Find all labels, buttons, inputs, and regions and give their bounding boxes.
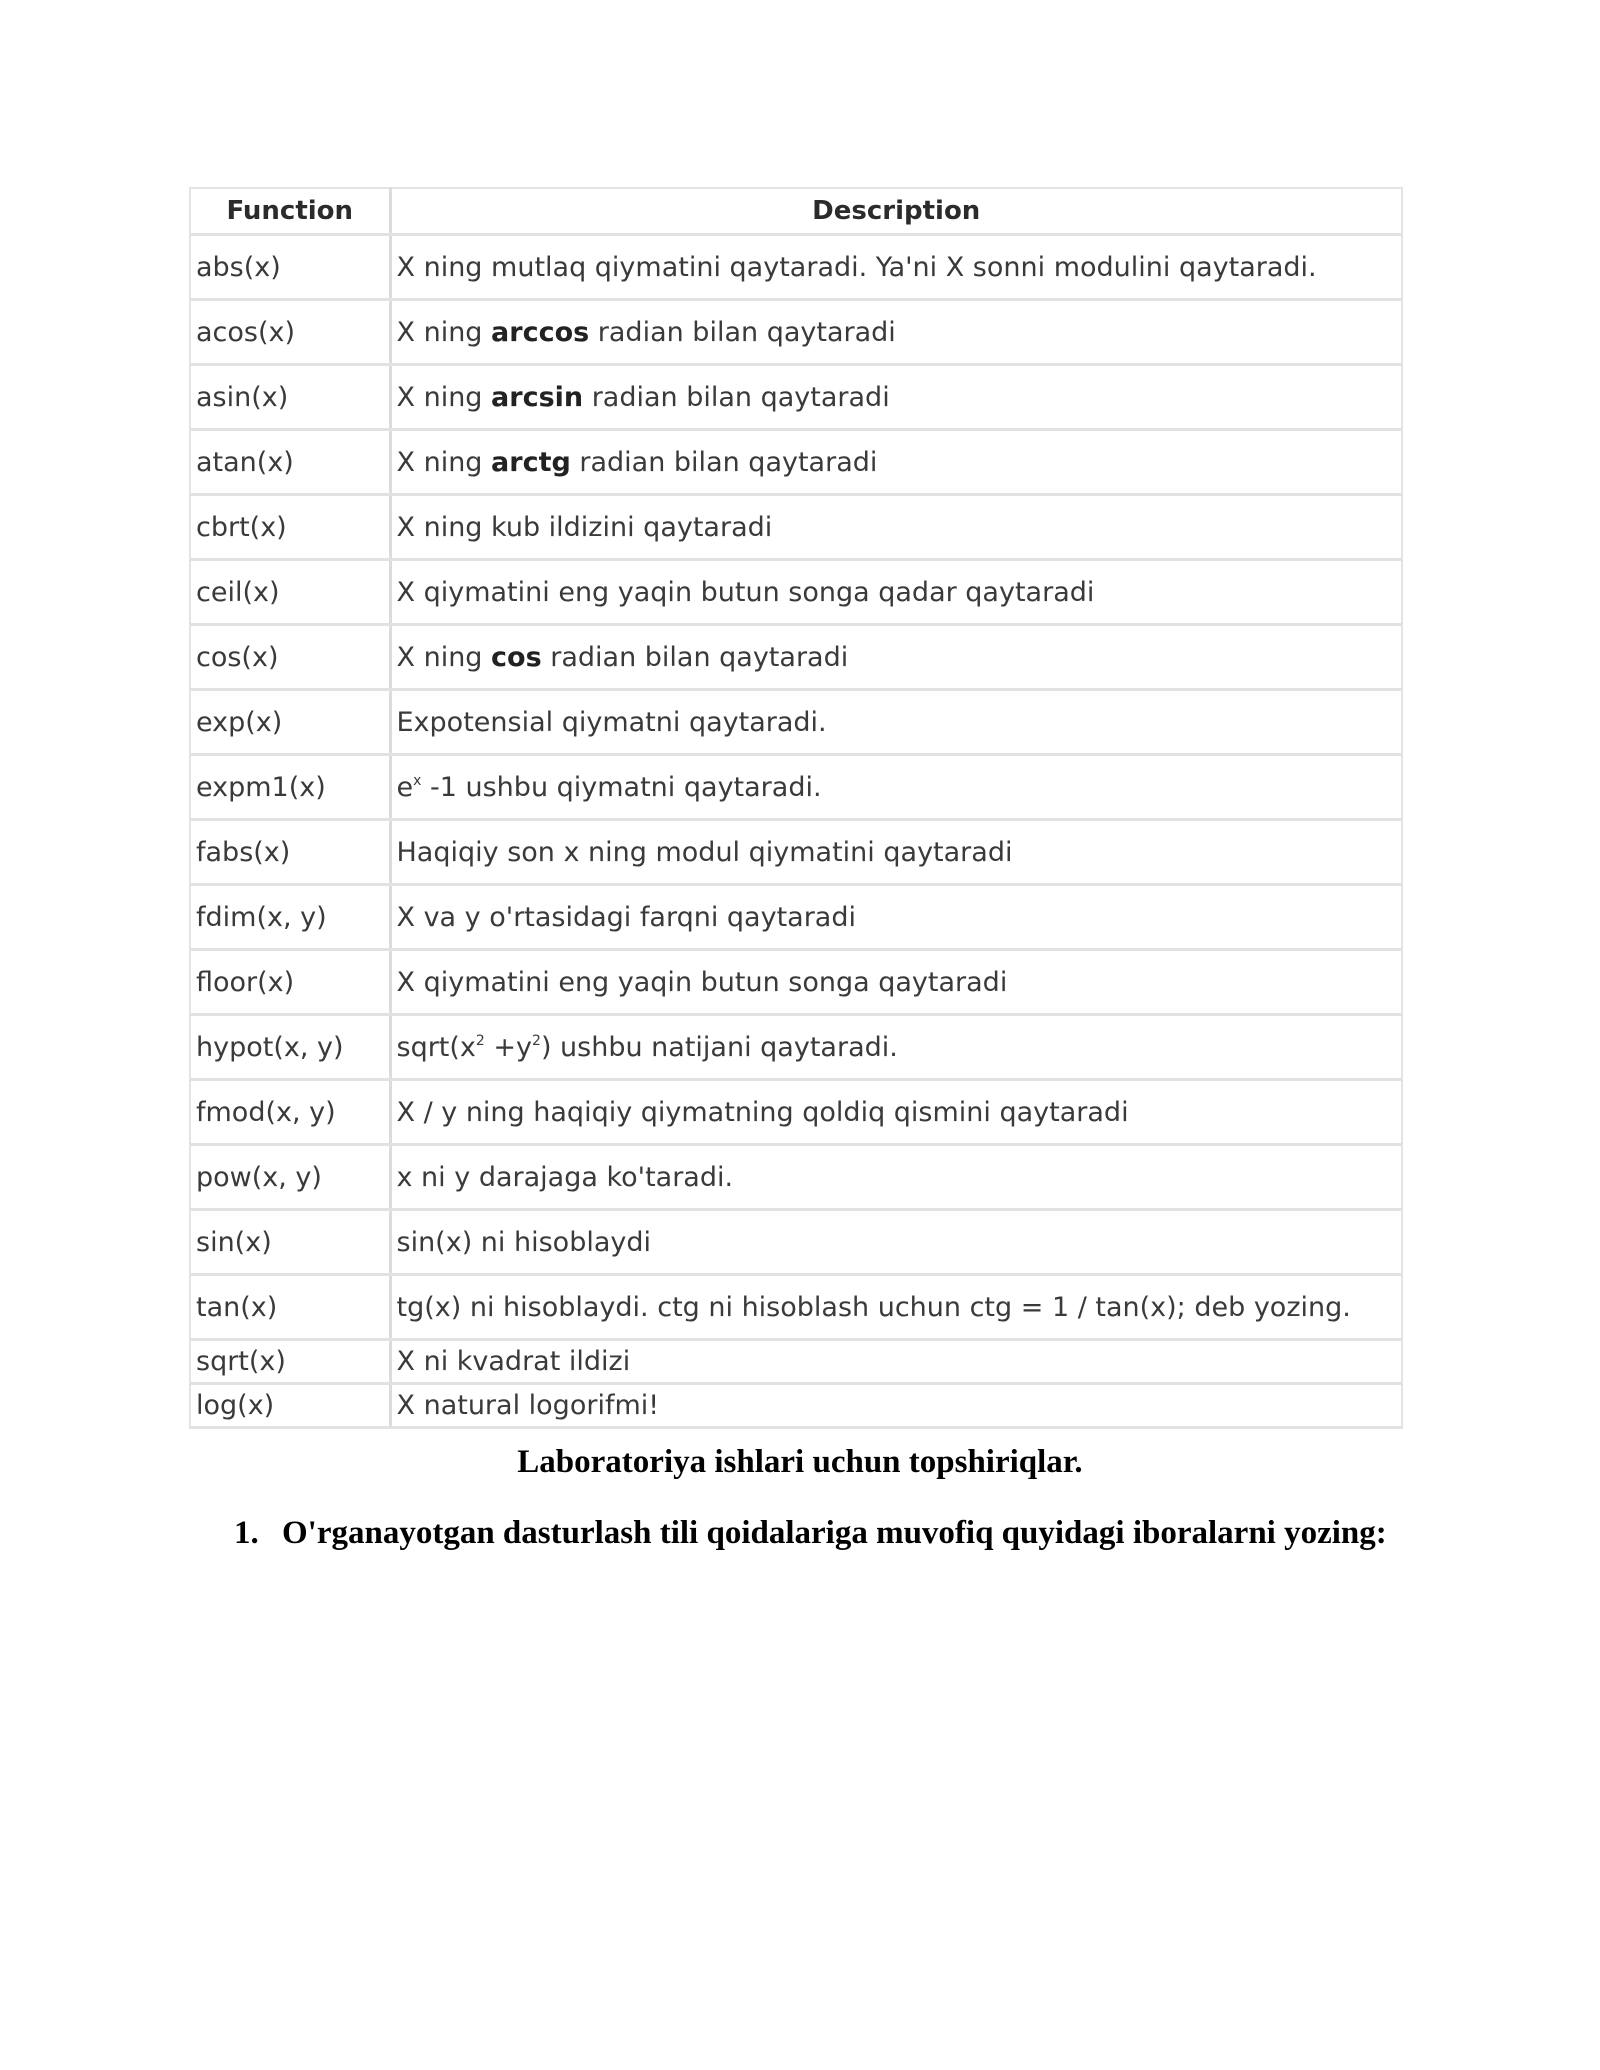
function-cell: cos(x) bbox=[190, 625, 390, 690]
table-row bbox=[190, 1015, 1402, 1080]
task-text: O'rganayotgan dasturlash tili qoidalariga muvofiq quyidagi iboralarni yozing: bbox=[282, 1515, 1387, 1551]
superscript: 2 bbox=[532, 1032, 541, 1049]
function-cell: fabs(x) bbox=[190, 820, 390, 885]
description-cell: x ni y darajaga ko'taradi. bbox=[390, 1145, 1402, 1210]
table-row bbox=[190, 1275, 1402, 1340]
description-text: X ning bbox=[396, 641, 492, 673]
description-cell bbox=[390, 625, 1402, 690]
task-item bbox=[234, 1502, 1410, 1565]
description-cell: X qiymatini eng yaqin butun songa qadar qaytaradi bbox=[390, 560, 1402, 625]
table-row bbox=[190, 1384, 1402, 1428]
description-text: -1 ushbu qiymatni qaytaradi. bbox=[421, 771, 822, 803]
table-row bbox=[190, 235, 1402, 300]
description-cell: Expotensial qiymatni qaytaradi. bbox=[390, 690, 1402, 755]
description-cell bbox=[390, 755, 1402, 820]
description-cell bbox=[390, 300, 1402, 365]
table-row bbox=[190, 690, 1402, 755]
table-row bbox=[190, 1340, 1402, 1384]
table-row bbox=[190, 365, 1402, 430]
table-row bbox=[190, 1210, 1402, 1275]
description-cell bbox=[390, 1015, 1402, 1080]
function-cell: abs(x) bbox=[190, 235, 390, 300]
superscript: x bbox=[413, 772, 422, 789]
description-text: X ning bbox=[396, 381, 492, 413]
description-bold-term: arctg bbox=[491, 446, 571, 478]
description-text: radian bilan qaytaradi bbox=[583, 381, 890, 413]
description-text: X ning bbox=[396, 316, 492, 348]
section-title: Laboratoriya ishlari uchun topshiriqlar. bbox=[517, 1444, 1083, 1480]
description-text: radian bilan qaytaradi bbox=[570, 446, 878, 478]
table-row bbox=[190, 950, 1402, 1015]
table-header-row bbox=[190, 188, 1402, 235]
function-cell: exp(x) bbox=[190, 690, 390, 755]
table-row bbox=[190, 430, 1402, 495]
math-functions-table bbox=[189, 187, 1403, 1429]
table-row bbox=[190, 625, 1402, 690]
description-text: radian bilan qaytaradi bbox=[541, 641, 849, 673]
description-text: radian bilan qaytaradi bbox=[589, 316, 896, 348]
description-cell: X ning kub ildizini qaytaradi bbox=[390, 495, 1402, 560]
description-bold-term: arccos bbox=[491, 316, 590, 348]
superscript: 2 bbox=[475, 1032, 485, 1049]
function-cell: expm1(x) bbox=[190, 755, 390, 820]
table-row bbox=[190, 495, 1402, 560]
table-row bbox=[190, 1080, 1402, 1145]
description-cell: X qiymatini eng yaqin butun songa qaytaradi bbox=[390, 950, 1402, 1015]
header-description: Description bbox=[390, 188, 1402, 235]
table-row bbox=[190, 300, 1402, 365]
function-cell: fdim(x, y) bbox=[190, 885, 390, 950]
header-function: Function bbox=[190, 188, 390, 235]
function-cell: tan(x) bbox=[190, 1275, 390, 1340]
table-row bbox=[190, 885, 1402, 950]
function-cell: hypot(x, y) bbox=[190, 1015, 390, 1080]
function-cell: asin(x) bbox=[190, 365, 390, 430]
function-cell: sin(x) bbox=[190, 1210, 390, 1275]
description-text: sqrt(x bbox=[396, 1031, 476, 1063]
function-cell: fmod(x, y) bbox=[190, 1080, 390, 1145]
description-bold-term: cos bbox=[491, 641, 542, 673]
function-cell: cbrt(x) bbox=[190, 495, 390, 560]
function-cell: pow(x, y) bbox=[190, 1145, 390, 1210]
description-cell: tg(x) ni hisoblaydi. ctg ni hisoblash uchun ctg = 1 / tan(x); deb yozing. bbox=[390, 1275, 1402, 1340]
function-cell: sqrt(x) bbox=[190, 1340, 390, 1384]
description-cell: X ning mutlaq qiymatini qaytaradi. Ya'ni X sonni modulini qaytaradi. bbox=[390, 235, 1402, 300]
description-cell bbox=[390, 430, 1402, 495]
table-row bbox=[190, 755, 1402, 820]
description-cell: sin(x) ni hisoblaydi bbox=[390, 1210, 1402, 1275]
function-cell: ceil(x) bbox=[190, 560, 390, 625]
function-cell: floor(x) bbox=[190, 950, 390, 1015]
function-cell: atan(x) bbox=[190, 430, 390, 495]
table-row bbox=[190, 1145, 1402, 1210]
function-cell: log(x) bbox=[190, 1384, 390, 1428]
description-text: +y bbox=[484, 1031, 533, 1063]
table-row bbox=[190, 820, 1402, 885]
description-cell bbox=[390, 365, 1402, 430]
description-cell: Haqiqiy son x ning modul qiymatini qaytaradi bbox=[390, 820, 1402, 885]
description-text: ) ushbu natijani qaytaradi. bbox=[540, 1031, 898, 1063]
description-text: X ning bbox=[396, 446, 492, 478]
task-number: 1. bbox=[234, 1515, 259, 1551]
description-cell: X ni kvadrat ildizi bbox=[390, 1340, 1402, 1384]
description-cell: X natural logorifmi! bbox=[390, 1384, 1402, 1428]
description-text: e bbox=[396, 771, 414, 803]
function-cell: acos(x) bbox=[190, 300, 390, 365]
description-cell: X va y o'rtasidagi farqni qaytaradi bbox=[390, 885, 1402, 950]
description-cell: X / y ning haqiqiy qiymatning qoldiq qismini qaytaradi bbox=[390, 1080, 1402, 1145]
table-row bbox=[190, 560, 1402, 625]
description-bold-term: arcsin bbox=[491, 381, 584, 413]
